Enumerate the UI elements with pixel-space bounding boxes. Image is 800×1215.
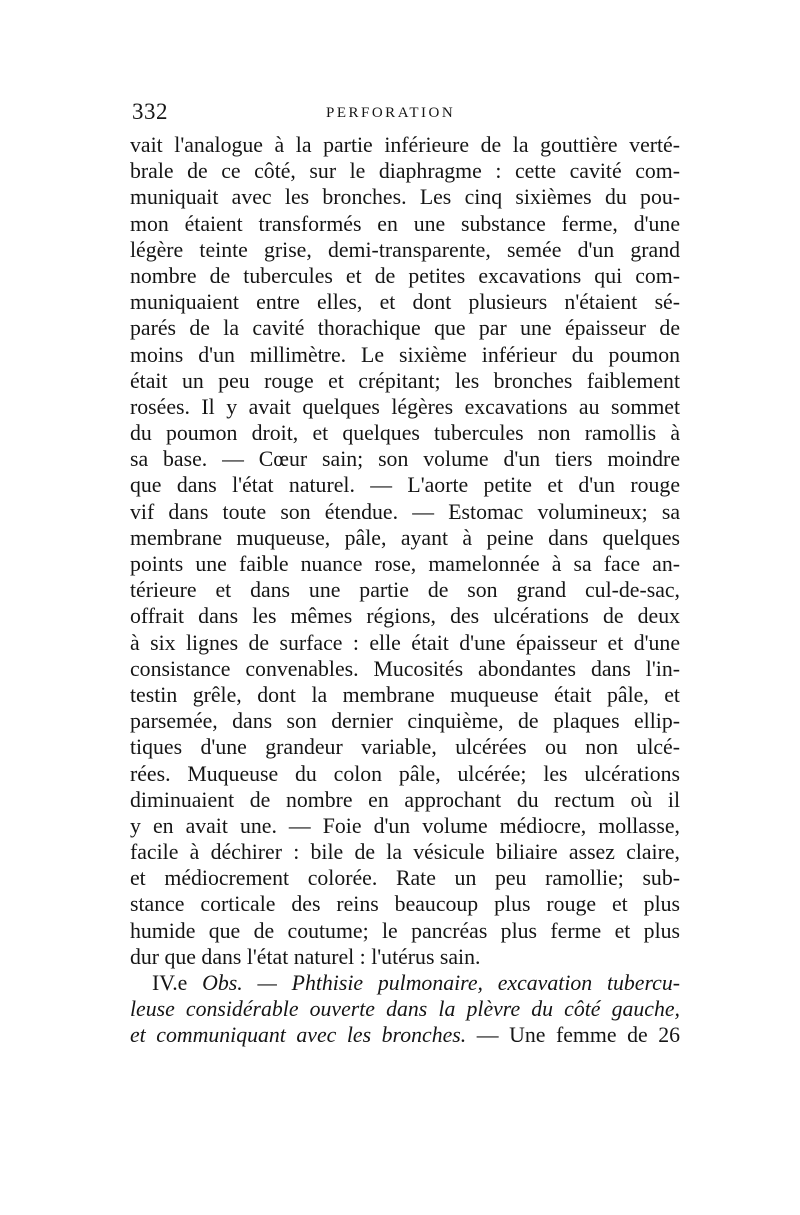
text-line: points une faible nuance rose, mamelonnée à sa face an-: [130, 552, 680, 576]
text-line: parsemée, dans son dernier cinquième, de plaques ellip-: [130, 709, 680, 734]
observation-title-line: [130, 1022, 680, 1048]
text-line: tiques d'une grandeur variable, ulcérées ou non ulcé-: [130, 735, 680, 760]
text-line: était un peu rouge et crépitant; les bronches faiblement: [130, 368, 680, 393]
observation-label: IV.e: [152, 971, 188, 995]
observation-abbrev: Obs. —: [202, 971, 277, 995]
text-line: nombre de tubercules et de petites excavations qui com-: [130, 263, 680, 288]
text-line: testin grêle, dont la membrane muqueuse était pâle, et: [130, 682, 680, 707]
text-line: stance corticale des reins beaucoup plus rouge et plus: [130, 892, 680, 917]
text-line: parés de la cavité thorachique que par une épaisseur de: [130, 316, 680, 341]
text-line: muniquait avec les bronches. Les cinq sixièmes du pou-: [130, 185, 680, 210]
text-line: sa base. — Cœur sain; son volume d'un tiers moindre: [130, 447, 680, 472]
body-text: [130, 132, 680, 1049]
text-line: que dans l'état naturel. — L'aorte petite et d'un rouge: [130, 473, 680, 498]
text-line: consistance convenables. Mucosités abondantes dans l'in-: [130, 656, 680, 681]
text-line: mon étaient transformés en une substance ferme, d'une: [130, 211, 680, 236]
text-line: membrane muqueuse, pâle, ayant à peine dans quelques: [130, 525, 680, 550]
text-line: dur que dans l'état naturel : l'utérus sain.: [130, 944, 481, 969]
running-head: PERFORATION: [326, 105, 456, 121]
observation-title-part: Phthisie pulmonaire, excavation tubercu-: [291, 971, 680, 995]
text-line: diminuaient de nombre en approchant du rectum où il: [130, 787, 680, 812]
text-line: offrait dans les mêmes régions, des ulcérations de deux: [130, 604, 680, 629]
text-line: et médiocrement colorée. Rate un peu ramollie; sub-: [130, 866, 680, 891]
page-header: [132, 99, 680, 127]
text-line: moins d'un millimètre. Le sixième inférieur du poumon: [130, 342, 680, 367]
page-number: 332: [132, 99, 168, 124]
observation-heading-line: [130, 970, 680, 996]
text-line: vait l'analogue à la partie inférieure de la gouttière verté-: [130, 133, 680, 157]
observation-title-line: leuse considérable ouverte dans la plèvre du côté gauche,: [130, 997, 680, 1022]
text-line: humide que de coutume; le pancréas plus ferme et plus: [130, 918, 680, 943]
observation-title-part: et communiquant avec les bronches.: [130, 1023, 467, 1048]
text-line: muniquaient entre elles, et dont plusieurs n'étaient sé-: [130, 290, 680, 315]
text-line: du poumon droit, et quelques tubercules non ramollis à: [130, 421, 680, 446]
text-line: rosées. Il y avait quelques légères excavations au sommet: [130, 394, 680, 419]
text-line: vif dans toute son étendue. — Estomac volumineux; sa: [130, 499, 680, 524]
text-line: légère teinte grise, demi-transparente, semée d'un grand: [130, 237, 680, 262]
text-line: y en avait une. — Foie d'un volume médiocre, mollasse,: [130, 813, 680, 838]
observation-text-start: — Une femme de 26: [476, 1023, 680, 1048]
text-line: rées. Muqueuse du colon pâle, ulcérée; les ulcérations: [130, 761, 680, 786]
text-line: facile à déchirer : bile de la vésicule biliaire assez claire,: [130, 840, 680, 865]
text-line: térieure et dans une partie de son grand cul-de-sac,: [130, 578, 680, 603]
text-line: à six lignes de surface : elle était d'une épaisseur et d'une: [130, 630, 680, 655]
text-line: brale de ce côté, sur le diaphragme : cette cavité com-: [130, 159, 680, 184]
